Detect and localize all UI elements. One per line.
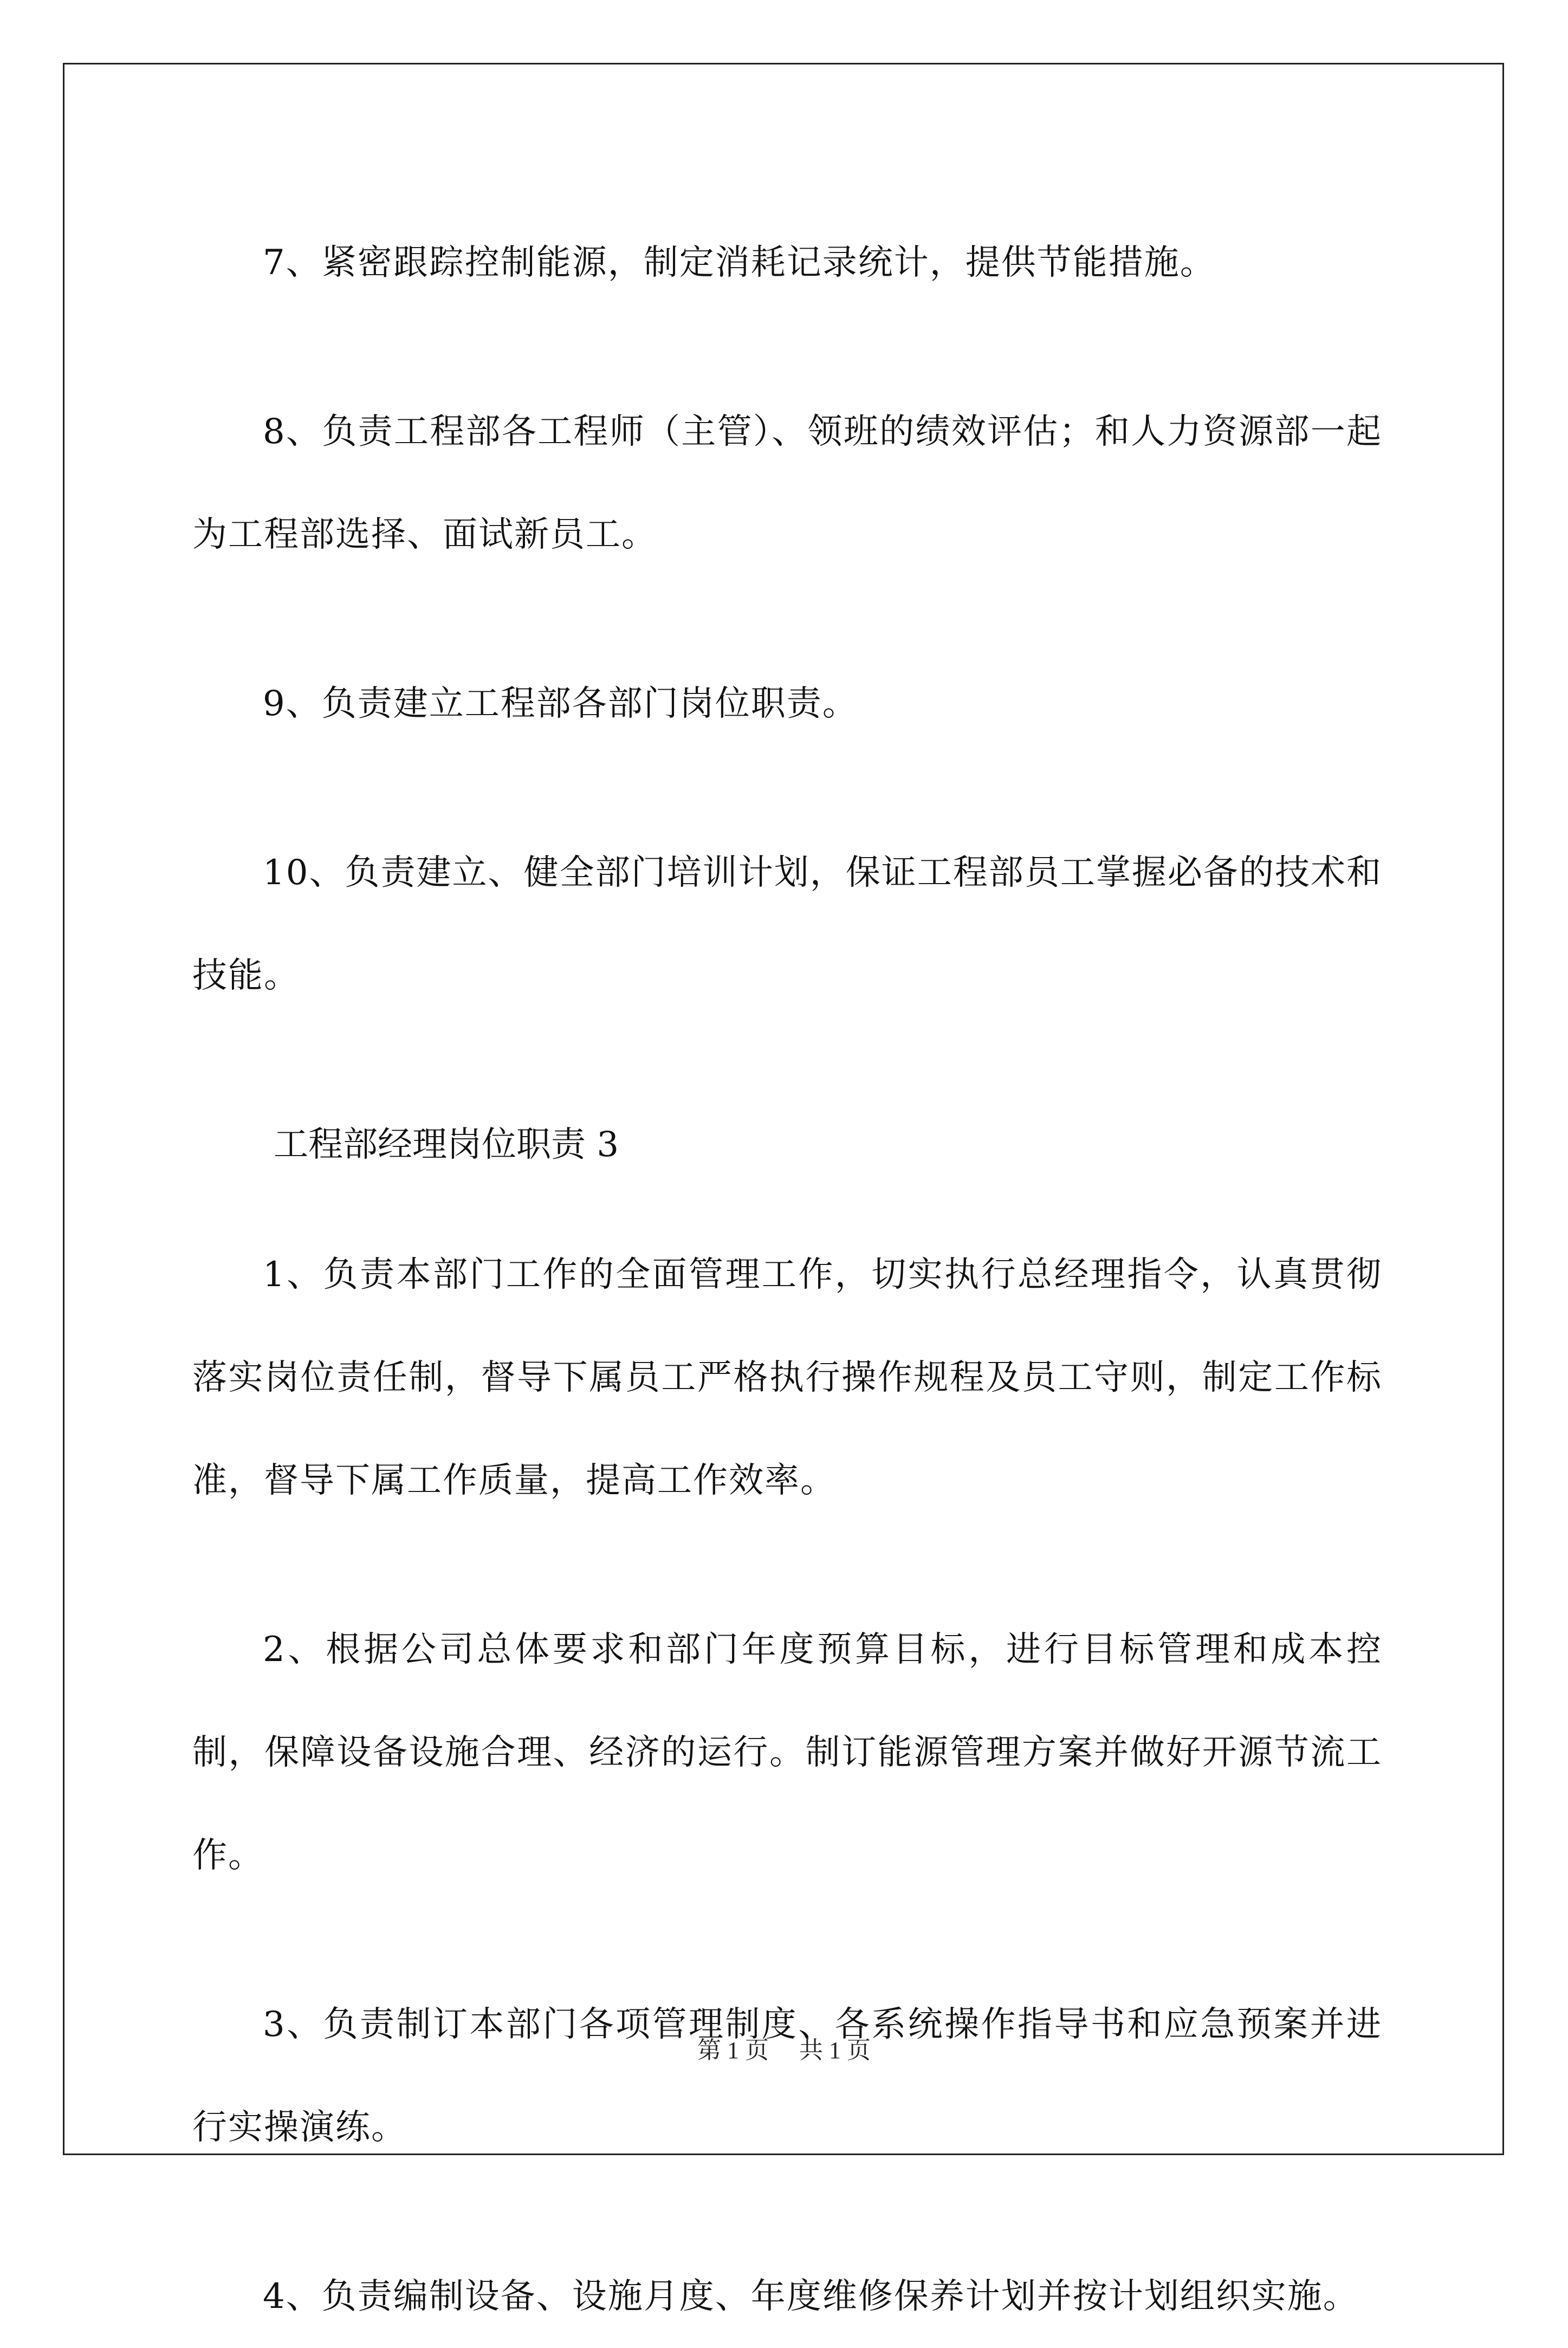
- paragraph-item-9: 9、负责建立工程部各部门岗位职责。: [263, 684, 858, 724]
- paragraph-item-10: 10、负责建立、健全部门培训计划，保证工程部员工掌握必备的技术和技能。: [192, 853, 1382, 996]
- paragraph-duty-3: 3、负责制订本部门各项管理制度、各系统操作指导书和应急预案并进行实操演练。: [192, 2005, 1382, 2148]
- page-footer: [0, 2034, 1568, 2067]
- paragraph-item-7: 7、紧密跟踪控制能源，制定消耗记录统计，提供节能措施。: [263, 243, 1216, 283]
- paragraph-duty-1: 1、负责本部门工作的全面管理工作，切实执行总经理指令，认真贯彻落实岗位责任制，督导下属员工严格执行操作规程及员工守则，制定工作标准，督导下属工作质量，提高工作效率。: [192, 1255, 1382, 1501]
- document-body: [192, 211, 1382, 2348]
- page-number: 第 1 页: [697, 2037, 769, 2064]
- paragraph-duty-2: 2、根据公司总体要求和部门年度预算目标，进行目标管理和成本控制，保障设备设施合理、经济的运行。制订能源管理方案并做好开源节流工作。: [192, 1630, 1382, 1876]
- paragraph-item-8: 8、负责工程部各工程师（主管）、领班的绩效评估；和人力资源部一起为工程部选择、面试新员工。: [192, 412, 1382, 555]
- page-total: 共 1 页: [799, 2037, 871, 2064]
- paragraph-duty-4: 4、负责编制设备、设施月度、年度维修保养计划并按计划组织实施。: [263, 2276, 1359, 2317]
- section-heading: 工程部经理岗位职责 3: [274, 1125, 619, 1165]
